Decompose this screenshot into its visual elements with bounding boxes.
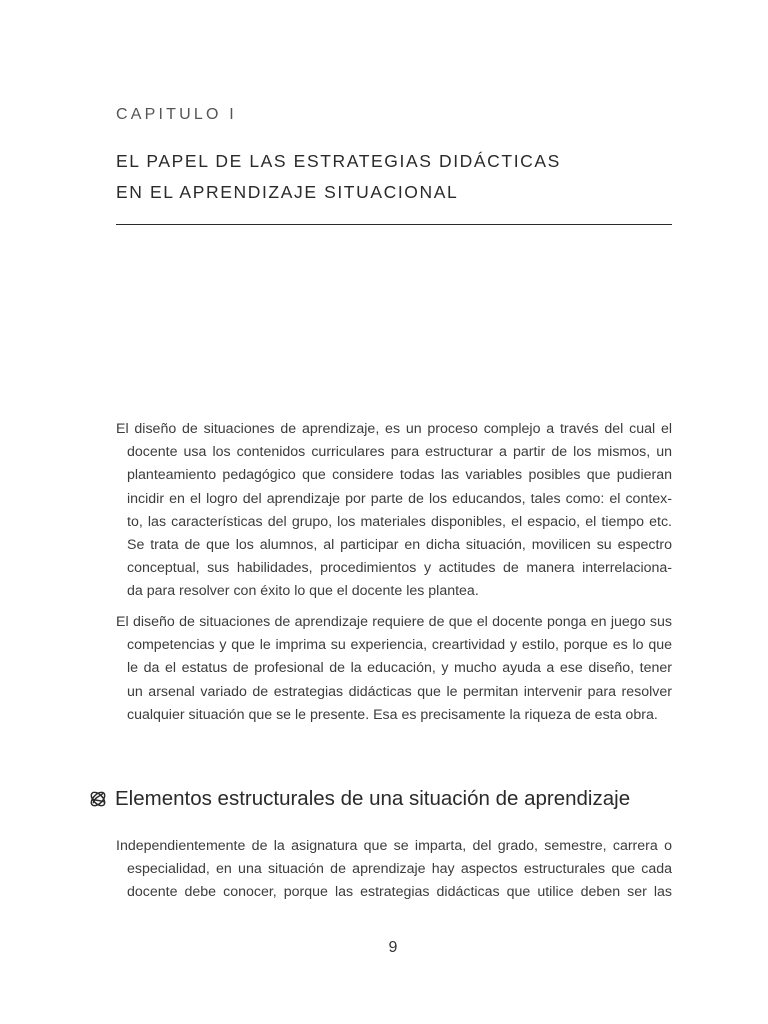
paragraph-line: El diseño de situaciones de aprendizaje requiere de que el docente ponga en juego sus	[116, 614, 672, 630]
paragraph-line: da para resolver con éxito lo que el docente les plantea.	[127, 583, 479, 600]
swirl-ornament-icon	[87, 788, 109, 810]
paragraph-line: especialidad, en una situación de aprendizaje hay aspectos estructurales que cada	[127, 861, 672, 878]
paragraph-line: un arsenal variado de estrategias didácticas que le permitan intervenir para resolver	[127, 683, 672, 700]
intro-paragraph-1	[116, 418, 672, 604]
paragraph-line: Se trata de que los alumnos, al participar en dicha situación, movilicen su espectro	[127, 537, 672, 554]
paragraph-line: planteamiento pedagógico que considere todas las variables posibles que pudieran	[127, 467, 672, 484]
section-heading	[87, 783, 630, 815]
paragraph-line: cualquier situación que se le presente. Esa es precisamente la riqueza de esta obra.	[127, 706, 658, 723]
page-number: 9	[388, 939, 398, 956]
paragraph-line: docente usa los contenidos curriculares para estructurar a partir de los mismos, un	[127, 444, 672, 461]
chapter-label: CAPITULO I	[116, 106, 237, 123]
section-paragraph	[116, 835, 672, 905]
paragraph-line: competencias y que le imprima su experiencia, creartividad y estilo, porque es lo que	[127, 637, 672, 654]
intro-paragraph-2	[116, 611, 672, 727]
chapter-title	[116, 146, 676, 208]
paragraph-line: El diseño de situaciones de aprendizaje, es un proceso complejo a través del cual el	[116, 421, 672, 437]
chapter-title-line-2: EN EL APRENDIZAJE SITUACIONAL	[116, 182, 459, 202]
paragraph-line: le da el estatus de profesional de la educación, y mucho ayuda a ese diseño, tener	[127, 660, 672, 677]
chapter-title-line-1: EL PAPEL DE LAS ESTRATEGIAS DIDÁCTICAS	[116, 151, 561, 171]
paragraph-line: conceptual, sus habilidades, procedimientos y actitudes de manera interrelaciona-	[127, 560, 672, 577]
paragraph-line: incidir en el logro del aprendizaje por parte de los educandos, tales como: el contex-	[127, 490, 672, 507]
paragraph-line: to, las características del grupo, los materiales disponibles, el espacio, el tiempo etc.	[127, 513, 672, 530]
paragraph-line: docente debe conocer, porque las estrategias didácticas que utilice deben ser las	[127, 884, 672, 901]
paragraph-line: Independientemente de la asignatura que se imparta, del grado, semestre, carrera o	[116, 838, 672, 854]
section-title: Elementos estructurales de una situación de aprendizaje	[115, 787, 631, 810]
title-divider	[116, 224, 672, 225]
